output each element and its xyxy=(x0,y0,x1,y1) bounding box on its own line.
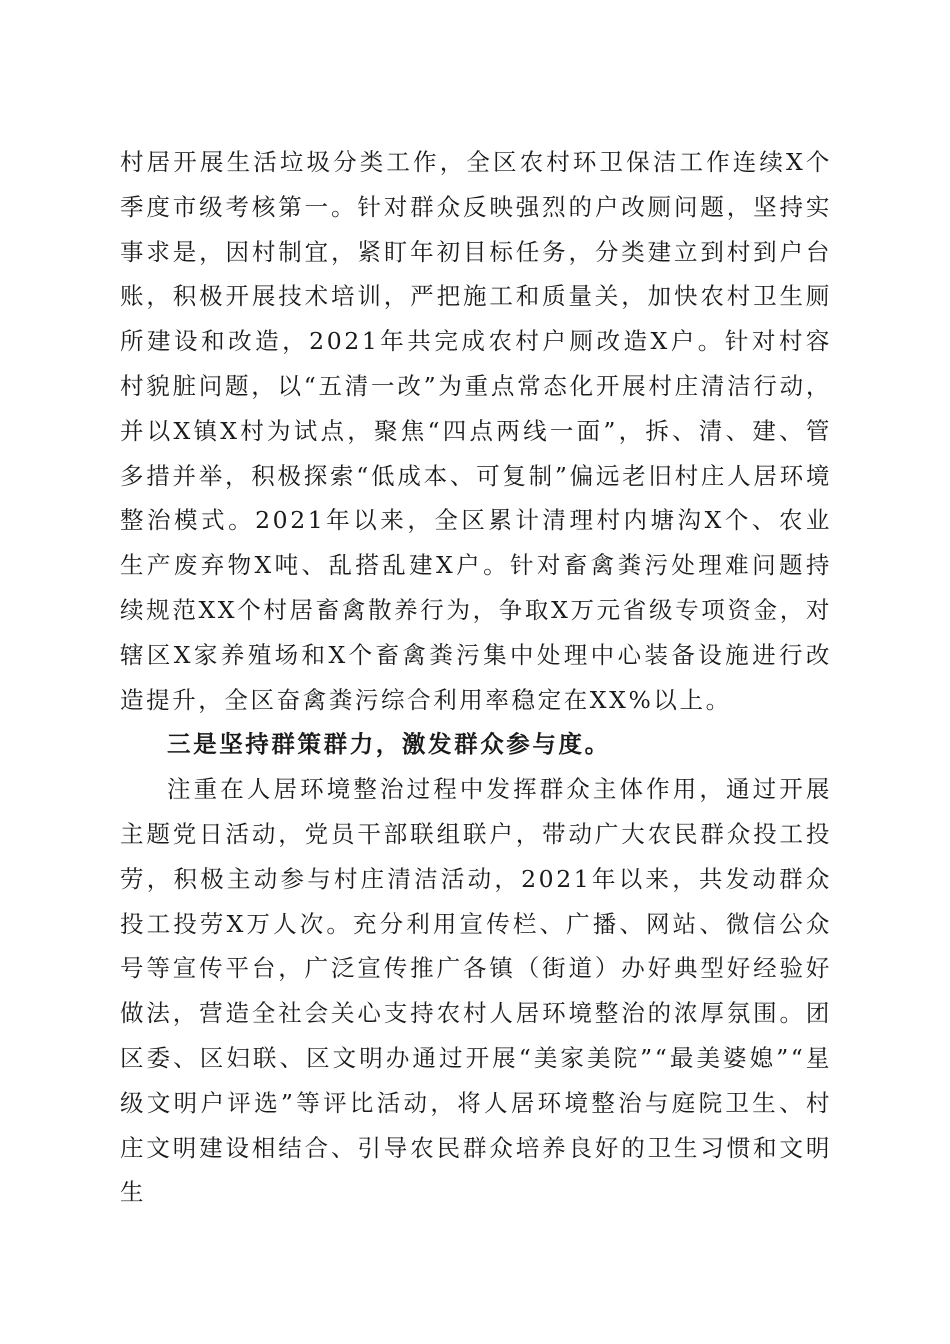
document-body xyxy=(120,140,832,1215)
section-heading: 三是坚持群策群力，激发群众参与度。 xyxy=(167,730,611,759)
body-paragraph: 村居开展生活垃圾分类工作，全区农村环卫保洁工作连续X个季度市级考核第一。针对群众反映强烈的户改厕问题，坚持实事求是，因村制宜，紧盯年初目标任务，分类建立到村到户台账，积极开展技术培训，严把施工和质量关，加快农村卫生厕所建设和改造，2021年共完成农村户厕改造X户。针对村容村貌脏问题，以“五清一改”为重点常态化开展村庄清洁行动，并以X镇X村为试点，聚焦“四点两线一面”，拆、清、建、管多措并举，积极探索“低成本、可复制”偏远老旧村庄人居环境整治模式。2021年以来，全区累计清理村内塘沟X个、农业生产废弃物X吨、乱搭乱建X户。针对畜禽粪污处理难问题持续规范XX个村居畜禽散养行为，争取X万元省级专项资金，对辖区X家养殖场和X个畜禽粪污集中处理中心装备设施进行改造提升，全区奋禽粪污综合利用率稳定在XX%以上。 xyxy=(120,148,832,714)
body-paragraph: 注重在人居环境整治过程中发挥群众主体作用，通过开展主题党日活动，党员干部联组联户，带动广大农民群众投工投劳，积极主动参与村庄清洁活动，2021年以来，共发动群众投工投劳X万人次。充分利用宣传栏、广播、网站、微信公众号等宣传平台，广泛宣传推广各镇（街道）办好典型好经验好做法，营造全社会关心支持农村人居环境整治的浓厚氛围。团区委、区妇联、区文明办通过开展“美家美院”“最美婆媳”“星级文明户评选”等评比活动，将人居环境整治与庭院卫生、村庄文明建设相结合、引导农民群众培养良好的卫生习惯和文明生 xyxy=(120,775,832,1207)
